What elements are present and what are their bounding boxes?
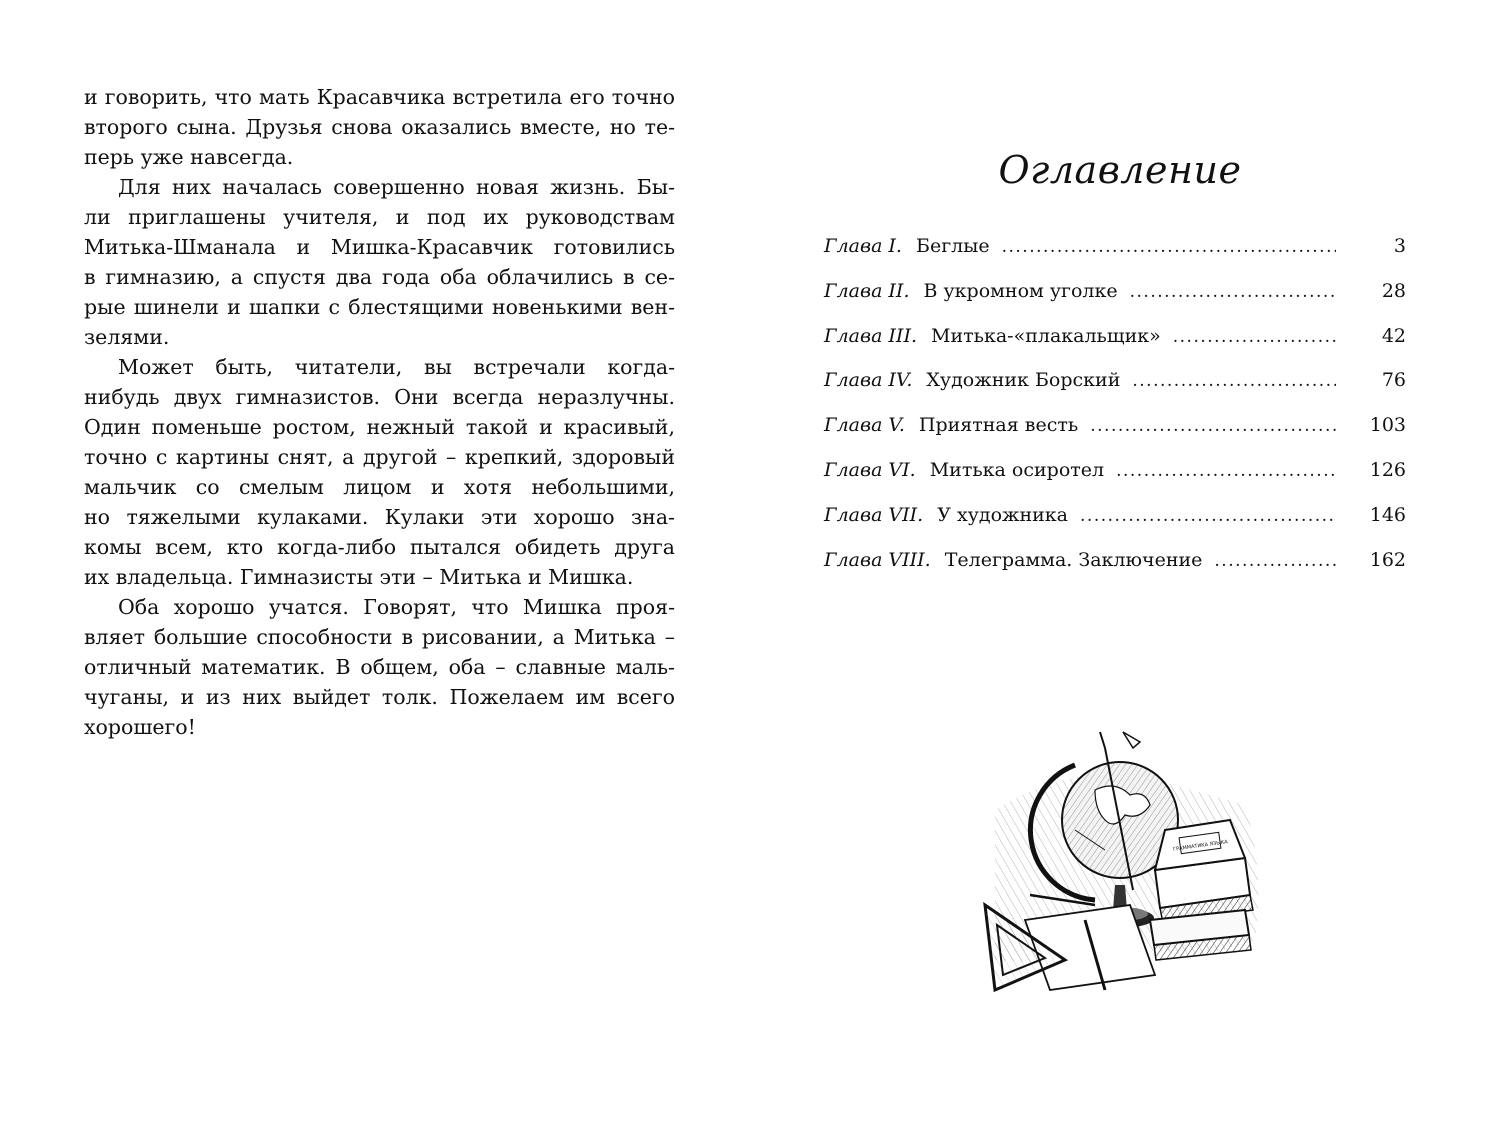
toc-chapter-title: Художник Борский (926, 369, 1121, 392)
toc-leader-dots (1173, 319, 1336, 355)
toc-entry[interactable] (824, 407, 1406, 452)
toc-entry[interactable] (824, 542, 1406, 587)
globe-books-illustration (955, 720, 1285, 1005)
toc-entry[interactable] (824, 318, 1406, 363)
text-line: хорошего! (84, 715, 196, 739)
toc-leader-dots (1130, 274, 1336, 310)
toc-chapter-title: У художника (937, 503, 1069, 526)
toc-chapter-number: Глава VII. (824, 503, 924, 526)
toc-entry[interactable] (824, 228, 1406, 273)
text-line: но тяжелыми кулаками. Кулаки эти хорошо зна- (84, 505, 675, 529)
book-stack (1150, 820, 1253, 960)
toc-leader-dots (1132, 363, 1336, 399)
svg-text:ГРАММАТИКА ЯЗЫКА: ГРАММАТИКА ЯЗЫКА (1172, 839, 1229, 853)
toc-page-number: 146 (1369, 503, 1406, 526)
text-line: чуганы, и из них выйдет толк. Пожелаем им всего (84, 685, 675, 709)
toc-page-number: 126 (1369, 458, 1406, 481)
toc-leader-dots (1090, 408, 1336, 444)
toc-chapter-number: Глава V. (824, 414, 905, 437)
toc-leader-dots (1080, 498, 1336, 534)
toc-chapter-number: Глава III. (824, 324, 917, 347)
left-page-text (84, 82, 675, 742)
toc-chapter-title: Приятная весть (918, 414, 1079, 437)
toc-entry[interactable] (824, 452, 1406, 497)
text-line: второго сына. Друзья снова оказались вместе, но те- (84, 115, 675, 139)
text-line: Оба хорошо учатся. Говорят, что Мишка проя- (118, 595, 675, 619)
toc-page-number: 103 (1369, 414, 1406, 437)
text-line: нибудь двух гимназистов. Они всегда неразлучны. (84, 385, 675, 409)
toc-entry[interactable] (824, 497, 1406, 542)
toc-chapter-number: Глава VIII. (824, 548, 931, 571)
text-line: вляет большие способности в рисовании, а Митька – (84, 625, 675, 649)
text-line: зелями. (84, 325, 170, 349)
toc-leader-dots (1002, 229, 1336, 265)
toc-chapter-number: Глава VI. (824, 458, 916, 481)
text-line: точно с картины снят, а другой – крепкий, здоровый (84, 445, 675, 469)
text-line: и говорить, что мать Красавчика встретила его точно (84, 85, 675, 109)
toc-chapter-title: Беглые (915, 235, 990, 257)
toc-title: Оглавление (998, 148, 1242, 192)
text-line: отличный математик. В общем, оба – славные маль- (84, 655, 675, 679)
text-line: Митька-Шманала и Мишка-Красавчик готовились (84, 235, 675, 259)
toc-chapter-title: Митька-«плакальщик» (931, 324, 1161, 347)
text-line: Один поменьше ростом, нежный такой и красивый, (84, 415, 675, 439)
toc-page-number: 162 (1369, 548, 1406, 571)
toc-chapter-title: В укромном уголке (923, 279, 1118, 302)
toc-chapter-number: Глава II. (824, 279, 910, 302)
table-of-contents (824, 228, 1406, 586)
text-line: рые шинели и шапки с блестящими новенькими вен- (84, 295, 675, 319)
toc-chapter-title: Митька осиротел (929, 458, 1105, 481)
text-line: ли приглашены учителя, и под их руководствам (84, 205, 675, 229)
toc-page-number: 76 (1381, 369, 1406, 392)
toc-chapter-title: Телеграмма. Заключение (944, 548, 1203, 571)
text-line: их владельца. Гимназисты эти – Митька и Мишка. (84, 565, 634, 589)
toc-page-number: 42 (1381, 324, 1406, 347)
toc-page-number: 28 (1381, 279, 1406, 302)
text-line: перь уже навсегда. (84, 145, 294, 169)
text-line: Для них началась совершенно новая жизнь. Бы- (118, 175, 675, 199)
toc-entry[interactable] (824, 273, 1406, 318)
text-line: мальчик со смелым лицом и хотя небольшими, (84, 475, 675, 499)
toc-leader-dots (1116, 453, 1336, 489)
toc-entry[interactable] (824, 362, 1406, 407)
text-line: Может быть, читатели, вы встречали когда- (118, 355, 675, 379)
text-line: комы всем, кто когда-либо пытался обидеть друга (84, 535, 675, 559)
toc-chapter-number: Глава IV. (824, 369, 913, 392)
toc-leader-dots (1214, 543, 1336, 579)
toc-chapter-number: Глава I. (824, 235, 902, 257)
toc-page-number: 3 (1393, 235, 1406, 257)
text-line: в гимназию, а спустя два года оба облачились в се- (84, 265, 675, 289)
